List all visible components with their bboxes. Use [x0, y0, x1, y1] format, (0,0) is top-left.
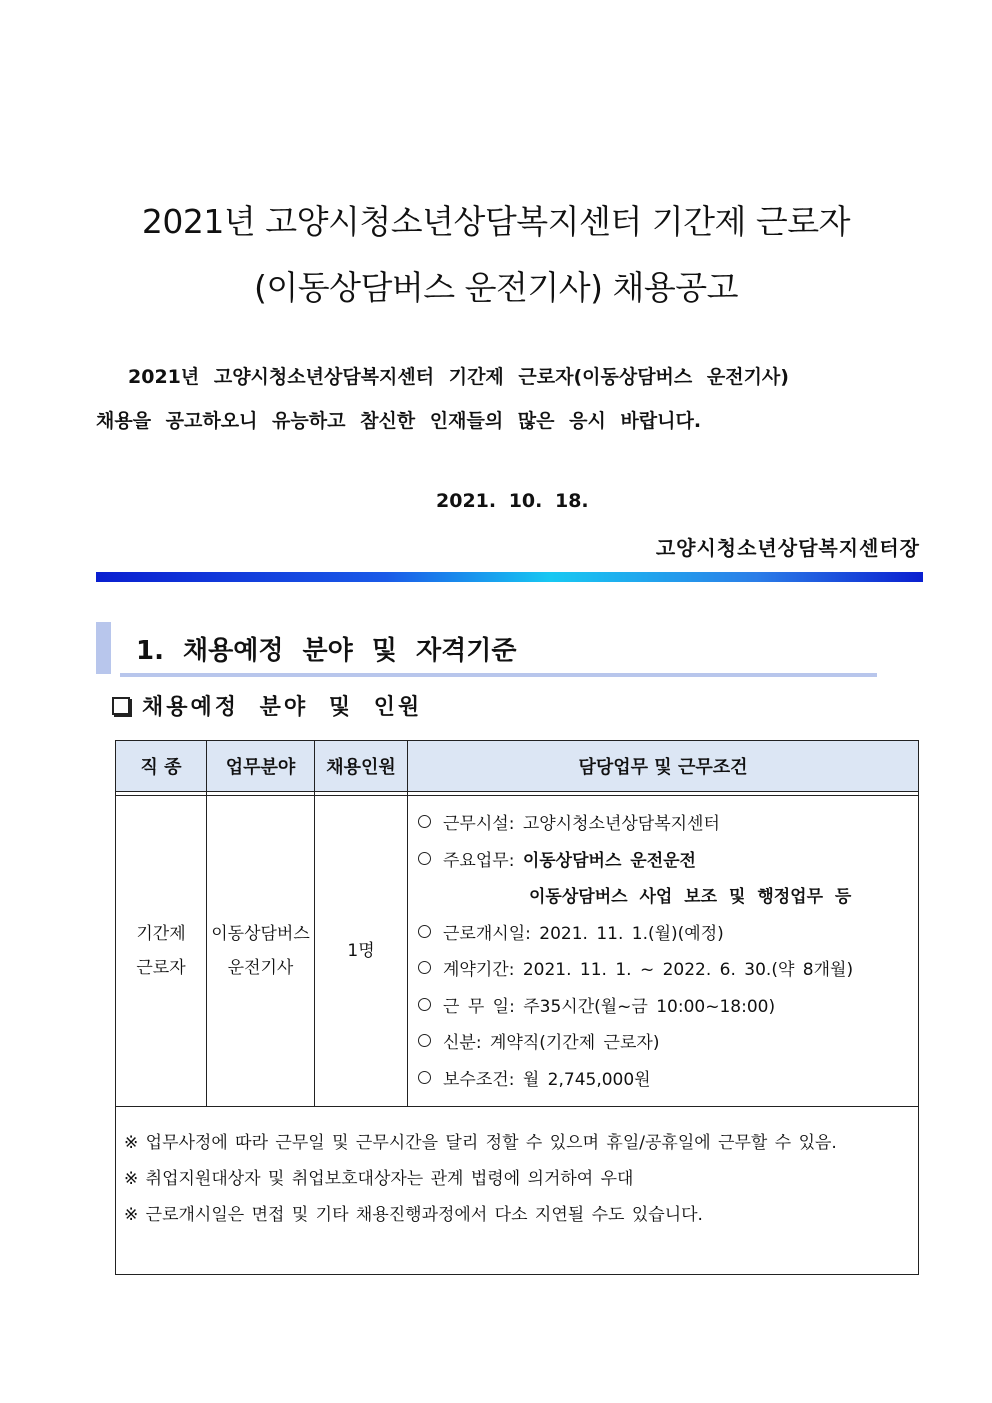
- header-job-type: 직 종: [116, 741, 207, 792]
- job-type-line1: 기간제: [136, 924, 186, 944]
- section-underline: [120, 673, 877, 677]
- detail-status: 신분: 계약직(기간제 근로자): [418, 1025, 908, 1062]
- detail-contract-period: 계약기간: 2021. 11. 1. ~ 2022. 6. 30.(약 8개월): [418, 952, 908, 989]
- intro-line1: 2021년 고양시청소년상담복지센터 기간제 근로자(이동상담버스 운전기사): [128, 366, 789, 388]
- circle-bullet-icon: [418, 998, 431, 1011]
- detail-salary: 보수조건: 월 2,745,000원: [418, 1062, 908, 1099]
- document-title-line2: (이동상담버스 운전기사) 채용공고: [253, 268, 739, 307]
- announcement-date: 2021. 10. 18.: [436, 490, 589, 512]
- document-title-line1: 2021년 고양시청소년상담복지센터 기간제 근로자: [141, 202, 851, 241]
- header-duties: 담당업무 및 근무조건: [408, 741, 919, 792]
- section-marker: [96, 622, 111, 674]
- notes-cell: [116, 1107, 919, 1275]
- circle-bullet-icon: [418, 1071, 431, 1084]
- cell-count: 1명: [315, 796, 408, 1107]
- cell-duties: [408, 796, 919, 1107]
- recruitment-table: [115, 740, 919, 1275]
- circle-bullet-icon: [418, 961, 431, 974]
- field-line2: 운전기사: [227, 958, 294, 978]
- detail-main-duty: 주요업무: 이동상담버스 운전운전: [418, 843, 908, 880]
- header-field: 업무분야: [207, 741, 315, 792]
- detail-start-date: 근로개시일: 2021. 11. 1.(월)(예정): [418, 916, 908, 953]
- note-3: ※ 근로개시일은 면접 및 기타 채용진행과정에서 다소 지연될 수도 있습니다.: [124, 1205, 703, 1225]
- header-count: 채용인원: [315, 741, 408, 792]
- table-row: [116, 796, 919, 1107]
- note-2: ※ 취업지원대상자 및 취업보호대상자는 관계 법령에 의거하여 우대: [124, 1169, 634, 1189]
- intro-line2: 채용을 공고하오니 유능하고 참신한 인재들의 많은 응시 바랍니다.: [96, 410, 702, 432]
- organization-name: 고양시청소년상담복지센터장: [655, 536, 920, 560]
- circle-bullet-icon: [418, 852, 431, 865]
- circle-bullet-icon: [418, 925, 431, 938]
- circle-bullet-icon: [418, 815, 431, 828]
- detail-work-days: 근 무 일: 주35시간(월~금 10:00~18:00): [418, 989, 908, 1026]
- field-line1: 이동상담버스: [211, 924, 310, 944]
- detail-main-duty-cont: 이동상담버스 사업 보조 및 행정업무 등: [529, 887, 852, 907]
- notes-row: [116, 1107, 919, 1275]
- gradient-divider: [96, 572, 923, 582]
- subsection-heading: [112, 690, 422, 721]
- job-type-line2: 근로자: [136, 958, 186, 978]
- cell-job-type: [116, 796, 207, 1107]
- detail-facility: 근무시설: 고양시청소년상담복지센터: [418, 806, 908, 843]
- intro-paragraph: [96, 355, 926, 443]
- section-title: 1. 채용예정 분야 및 자격기준: [136, 636, 517, 666]
- cell-field: [207, 796, 315, 1107]
- circle-bullet-icon: [418, 1034, 431, 1047]
- table-header-row: [116, 741, 919, 792]
- subsection-title: 채용예정 분야 및 인원: [142, 695, 423, 720]
- checkbox-bullet-icon: [112, 697, 130, 715]
- note-1: ※ 업무사정에 따라 근무일 및 근무시간을 달리 정할 수 있으며 휴일/공휴일에 근무할 수 있음.: [124, 1133, 837, 1153]
